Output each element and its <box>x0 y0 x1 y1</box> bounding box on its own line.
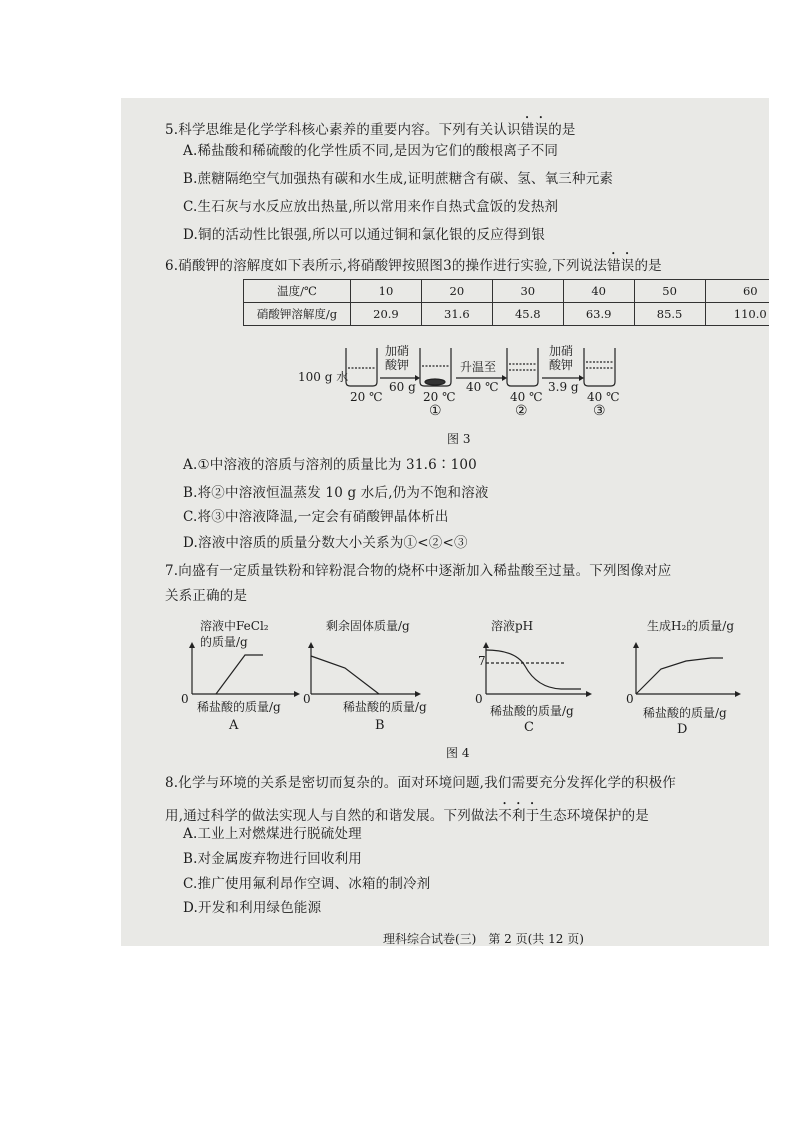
graph-a-xlabel: 稀盐酸的质量/g <box>197 700 281 714</box>
table-cell: 110.0 <box>705 303 769 326</box>
step3-amount: 3.9 g <box>548 380 579 394</box>
beaker-2-temperature: 40 ℃ <box>510 390 543 404</box>
table-cell: 10 <box>351 280 422 303</box>
table-cell: 45.8 <box>492 303 563 326</box>
q8-stem-end: 生态环境保护的是 <box>539 808 650 824</box>
figure-4-caption: 图 4 <box>446 746 470 760</box>
beaker-0-temperature: 20 ℃ <box>350 390 383 404</box>
axis-arrow-icon <box>308 642 314 648</box>
table-cell: 60 <box>705 280 769 303</box>
beaker-1-crystal-sediment <box>425 379 445 385</box>
q6-option-d: D.溶液中溶质的质量分数大小关系为①<②<③ <box>183 535 468 551</box>
q8-stem-line1: 8.化学与环境的关系是密切而复杂的。面对环境问题,我们需要充分发挥化学的积极作 <box>165 775 676 791</box>
temperature-header: 温度/℃ <box>244 280 351 303</box>
beaker-3-number: ③ <box>593 403 606 419</box>
table-cell: 40 <box>563 280 634 303</box>
axis-arrow-icon <box>415 691 421 697</box>
step1-label-b: 酸钾 <box>385 358 410 372</box>
graph-c-ylabel: 溶液pH <box>491 619 534 633</box>
table-row <box>244 280 770 303</box>
q5-stem-end: 的是 <box>548 122 576 138</box>
beaker-2-number: ② <box>515 403 528 419</box>
beaker-3-temperature: 40 ℃ <box>587 390 620 404</box>
graph-c-origin: 0 <box>475 692 483 706</box>
beaker-1-temperature: 20 ℃ <box>423 390 456 404</box>
water-label: 100 g 水 <box>298 370 349 384</box>
graph-d-letter: D <box>677 722 688 737</box>
beaker-0 <box>346 348 377 386</box>
exam-page <box>121 98 769 946</box>
table-cell: 63.9 <box>563 303 634 326</box>
graph-a-curve <box>216 655 263 694</box>
axis-arrow-icon <box>294 691 300 697</box>
q8-stem-text: 用,通过科学的做法实现人与自然的和谐发展。下列做法 <box>165 808 499 824</box>
q8-option-b: B.对金属废弃物进行回收利用 <box>183 851 363 867</box>
graph-d-curve <box>636 658 723 694</box>
step1-amount: 60 g <box>389 380 416 394</box>
graph-b-letter: B <box>375 718 385 733</box>
axis-arrow-icon <box>735 691 741 697</box>
step3-label-b: 酸钾 <box>549 358 574 372</box>
axis-arrow-icon <box>586 691 592 697</box>
q5-option-a: A.稀盐酸和稀硫酸的化学性质不同,是因为它们的酸根离子不同 <box>183 143 559 159</box>
q6-option-a: A.①中溶液的溶质与溶剂的质量比为 31.6∶100 <box>183 457 477 473</box>
q8-option-a: A.工业上对燃煤进行脱硫处理 <box>183 826 362 842</box>
solubility-header: 硝酸钾溶解度/g <box>244 303 351 326</box>
figure-3-caption: 图 3 <box>447 432 471 446</box>
step2-temperature: 40 ℃ <box>466 380 499 394</box>
q5-option-d: D.铜的活动性比银强,所以可以通过铜和氯化银的反应得到银 <box>183 227 546 243</box>
beaker-3 <box>584 348 615 386</box>
q7-stem-line2: 关系正确的是 <box>165 588 248 604</box>
q8-stem-line2 <box>165 800 649 825</box>
q6-stem <box>165 250 662 275</box>
graph-c-xlabel: 稀盐酸的质量/g <box>490 704 574 718</box>
graph-c-letter: C <box>524 720 534 735</box>
table-cell: 20 <box>421 280 492 303</box>
arrowhead-icon <box>502 375 507 381</box>
beaker-2 <box>507 348 538 386</box>
graph-c-curve <box>486 650 581 689</box>
q7-stem-line1: 7.向盛有一定质量铁粉和锌粉混合物的烧杯中逐渐加入稀盐酸至过量。下列图像对应 <box>165 563 672 579</box>
graph-a-letter: A <box>229 718 239 733</box>
graph-b-curve <box>311 656 379 694</box>
q8-option-d: D.开发和利用绿色能源 <box>183 900 322 916</box>
q8-option-c: C.推广使用氟利昂作空调、冰箱的制冷剂 <box>183 876 431 892</box>
q6-stem-text: 6.硝酸钾的溶解度如下表所示,将硝酸钾按照图3的操作进行实验,下列说法 <box>165 258 608 274</box>
q6-option-b: B.将②中溶液恒温蒸发 10 g 水后,仍为不饱和溶液 <box>183 485 489 501</box>
table-row <box>244 303 770 326</box>
graph-a-ylabel-1: 溶液中FeCl₂ <box>200 619 269 633</box>
step3-label-a: 加硝 <box>549 344 574 358</box>
q6-option-c: C.将③中溶液降温,一定会有硝酸钾晶体析出 <box>183 509 449 525</box>
q5-stem-emphasis: 错误 <box>520 122 549 138</box>
table-cell: 31.6 <box>421 303 492 326</box>
q5-option-c: C.生石灰与水反应放出热量,所以常用来作自热式盒饭的发热剂 <box>183 199 559 215</box>
axis-arrow-icon <box>633 642 639 648</box>
q6-stem-end: 的是 <box>634 258 662 274</box>
graph-d-ylabel: 生成H₂的质量/g <box>647 619 735 633</box>
step2-label: 升温至 <box>460 360 497 374</box>
graph-b-ylabel: 剩余固体质量/g <box>326 619 410 633</box>
graph-a-ylabel-2: 的质量/g <box>200 635 248 649</box>
graph-d-origin: 0 <box>626 692 634 706</box>
page-footer: 理科综合试卷(三) 第 2 页(共 12 页) <box>383 932 584 946</box>
graph-b-xlabel: 稀盐酸的质量/g <box>343 700 427 714</box>
axis-arrow-icon <box>483 642 489 648</box>
table-cell: 20.9 <box>351 303 422 326</box>
graph-d-xlabel: 稀盐酸的质量/g <box>643 706 727 720</box>
graph-c-tick-7: 7 <box>478 654 486 668</box>
table-cell: 30 <box>492 280 563 303</box>
beaker-1-number: ① <box>429 403 442 419</box>
q5-stem-text: 5.科学思维是化学学科核心素养的重要内容。下列有关认识 <box>165 122 521 138</box>
graph-a-origin: 0 <box>181 692 189 706</box>
q6-stem-emphasis: 错误 <box>607 258 635 274</box>
q8-stem-emphasis: 不利于 <box>498 808 540 824</box>
q5-stem <box>165 114 576 139</box>
solubility-table <box>243 279 769 326</box>
table-cell: 50 <box>634 280 705 303</box>
step1-label-a: 加硝 <box>385 344 410 358</box>
axis-arrow-icon <box>189 642 195 648</box>
arrowhead-icon <box>579 375 584 381</box>
table-cell: 85.5 <box>634 303 705 326</box>
q5-option-b: B.蔗糖隔绝空气加强热有碳和水生成,证明蔗糖含有碳、氢、氧三种元素 <box>183 171 614 187</box>
graph-b-origin: 0 <box>303 692 311 706</box>
